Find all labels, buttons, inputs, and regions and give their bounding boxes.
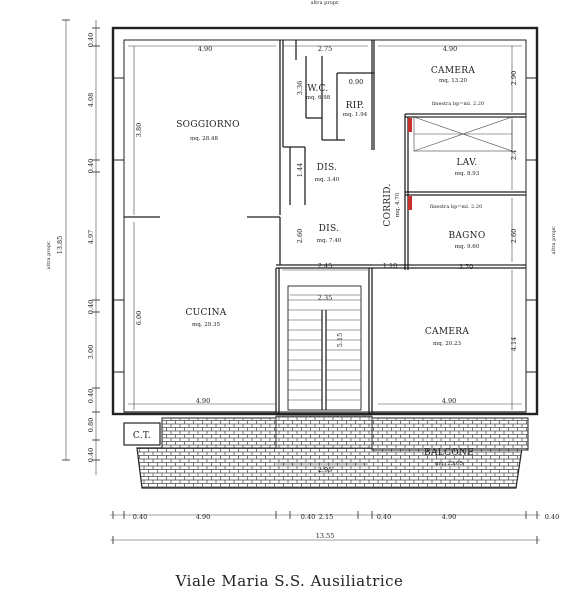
area-wc: mq. 6.98 — [305, 95, 331, 101]
area-cucina: mq. 29.35 — [192, 322, 220, 328]
area-bagno: mq. 9.60 — [454, 244, 480, 250]
dim-bot-e: 0.40 — [376, 513, 392, 521]
room-dis-2: DIS. — [318, 224, 340, 234]
area-rip: mq. 1.94 — [342, 112, 368, 118]
dim-cam-h: 2.90 — [510, 70, 518, 86]
dim-rip-w: 0.90 — [348, 78, 364, 86]
room-cucina: CUCINA — [185, 308, 227, 318]
dim-top-left: 4.90 — [197, 45, 213, 53]
top-note: altra propr. — [310, 0, 340, 6]
room-camera-bottom: CAMERA — [424, 327, 470, 337]
area-dis-1: mq. 3.40 — [314, 177, 340, 183]
dim-dis2-h: 2.60 — [296, 228, 304, 244]
room-camera-top: CAMERA — [430, 66, 476, 76]
dim-left-i: 0.40 — [87, 447, 95, 463]
side-note-right: altra propr. — [551, 225, 557, 255]
side-note-left: altra propr. — [46, 240, 52, 270]
dim-bot-total: 13.55 — [315, 532, 335, 540]
balcony-wall-right — [372, 418, 528, 450]
stair-treads — [288, 300, 361, 400]
dim-stair-top: 2.45 — [317, 262, 333, 270]
room-lav: LAV. — [456, 158, 478, 168]
note-finestra-1: finestra bp=ml. 2.20 — [431, 101, 485, 107]
area-camera-top: mq. 13.20 — [439, 78, 467, 84]
dim-bag-w: 3.70 — [458, 263, 474, 271]
dim-bot-b: 4.90 — [195, 513, 211, 521]
dim-cuc-bottom: 4.90 — [195, 397, 211, 405]
dim-sog-h: 3.80 — [135, 122, 143, 138]
dim-bot-d: 2.15 — [318, 513, 334, 521]
dim-dis-h: 1.44 — [296, 162, 304, 178]
dim-top-mid: 2.75 — [317, 45, 333, 53]
dim-bot-f: 4.90 — [441, 513, 457, 521]
dim-left-c: 0.40 — [87, 158, 95, 174]
dim-bot-a: 0.40 — [132, 513, 148, 521]
dim-top-right: 4.90 — [442, 45, 458, 53]
area-balcone: mq. 23.05 — [435, 461, 463, 467]
dim-left-h: 0.80 — [87, 417, 95, 433]
dim-left-g: 0.40 — [87, 388, 95, 404]
room-bagno: BAGNO — [448, 231, 486, 241]
dim-corr-w: 1.10 — [382, 262, 398, 270]
room-ct: C.T. — [132, 431, 152, 441]
area-lav: mq. 8.93 — [454, 171, 480, 177]
dim-cuc-h: 6.00 — [135, 310, 143, 326]
dim-left-e: 0.40 — [87, 299, 95, 315]
balcony-wall-left — [162, 418, 276, 448]
room-wc: W.C. — [307, 84, 329, 94]
area-dis-2: mq. 7.40 — [316, 238, 342, 244]
dim-bot-c: 0.40 — [300, 513, 316, 521]
dim-left-f: 3.00 — [87, 344, 95, 360]
dim-cam2-h: 4.14 — [510, 336, 518, 352]
dim-lav-h: 2.4 — [510, 149, 518, 161]
dim-stair-mid: 2.35 — [317, 294, 333, 302]
dim-stair-h: 5.15 — [336, 332, 344, 348]
street-caption: Viale Maria S.S. Ausiliatrice — [175, 572, 404, 590]
room-dis-1: DIS. — [316, 163, 338, 173]
room-rip: RIP. — [345, 101, 365, 111]
dim-left-a: 0.40 — [87, 32, 95, 48]
area-camera-bottom: mq. 20.23 — [433, 341, 461, 347]
lav-cross — [414, 117, 512, 151]
dim-bag-h: 2.60 — [510, 228, 518, 244]
dim-left-b: 4.08 — [87, 92, 95, 108]
dim-left-total: 13.85 — [56, 235, 64, 255]
dim-bot-g: 0.40 — [544, 513, 560, 521]
area-soggiorno: mq. 28.48 — [190, 136, 218, 142]
room-balcone: BALCONE — [424, 448, 474, 458]
room-soggiorno: SOGGIORNO — [176, 120, 240, 130]
stair-landing-tiles — [276, 416, 372, 448]
room-corrid: CORRID. — [383, 183, 393, 227]
area-corrid: mq. 4.70 — [395, 192, 401, 218]
dim-wc-h: 3.36 — [296, 80, 304, 96]
dim-stair-bot: 2.95 — [317, 466, 333, 474]
dim-left-d: 4.97 — [87, 229, 95, 245]
dim-cam2-bottom: 4.90 — [441, 397, 457, 405]
note-finestra-2: finestra bp=ml. 2.20 — [429, 204, 483, 210]
